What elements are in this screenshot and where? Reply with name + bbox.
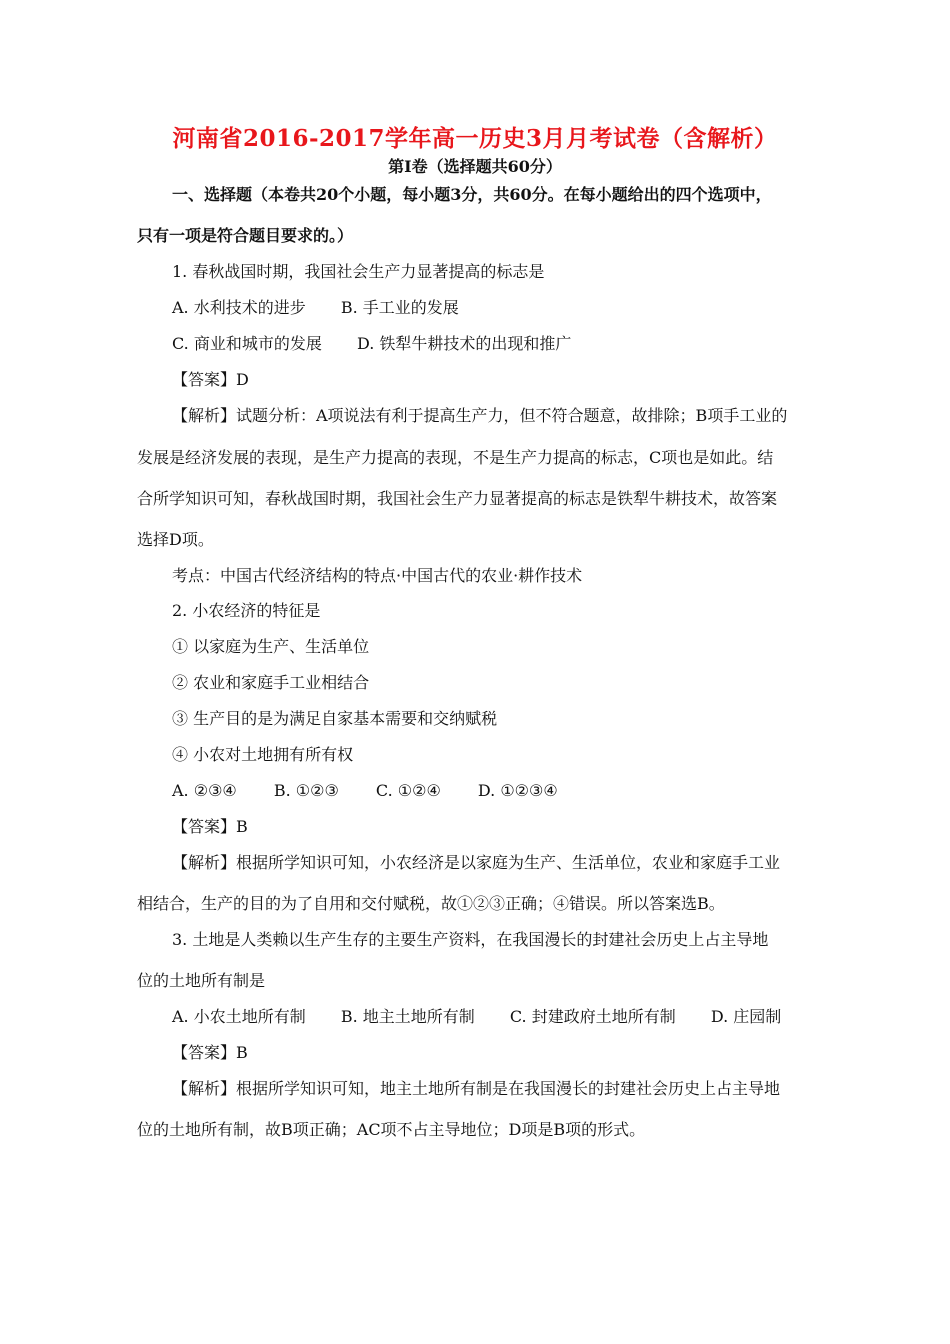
document-title: 河南省2016-2017学年高一历史3月月考试卷（含解析） (172, 125, 778, 152)
q1-kaodian: 考点：中国古代经济结构的特点·中国古代的农业·耕作技术 (172, 566, 583, 585)
section-instruction-line-1: 一、选择题（本卷共20个小题，每小题3分，共60分。在每小题给出的四个选项中， (172, 185, 772, 204)
document-subtitle: 第Ⅰ卷（选择题共60分） (388, 157, 562, 176)
q3-options-row (172, 1007, 781, 1027)
q3-analysis-line-1: 【解析】根据所学知识可知，地主土地所有制是在我国漫长的封建社会历史上占主导地 (172, 1079, 781, 1098)
q1-option-b: B. 手工业的发展 (340, 298, 459, 317)
q1-options-row-2 (172, 334, 571, 354)
q2-options-row (172, 781, 558, 801)
q2-analysis-line-1: 【解析】根据所学知识可知，小农经济是以家庭为生产、生活单位，农业和家庭手工业 (172, 853, 781, 872)
q2-item-4: ④ 小农对土地拥有所有权 (172, 745, 354, 764)
q1-analysis-line-1: 【解析】试题分析：A项说法有利于提高生产力，但不符合题意，故排除；B项手工业的 (172, 406, 788, 425)
q2-option-b: B. ①②③ (273, 781, 339, 800)
q2-answer: 【答案】B (172, 817, 248, 836)
q1-stem: 1. 春秋战国时期，我国社会生产力显著提高的标志是 (172, 262, 545, 281)
q3-stem-line-1: 3. 土地是人类赖以生产生存的主要生产资料，在我国漫长的封建社会历史上占主导地 (172, 930, 769, 949)
q1-answer: 【答案】D (172, 370, 249, 389)
q3-answer: 【答案】B (172, 1043, 248, 1062)
q1-analysis-line-4: 选择D项。 (137, 530, 214, 549)
q3-option-d: D. 庄园制 (710, 1007, 782, 1026)
q2-option-d: D. ①②③④ (477, 781, 558, 800)
q1-analysis-line-2: 发展是经济发展的表现，是生产力提高的表现，不是生产力提高的标志，C项也是如此。结 (137, 448, 774, 467)
q2-stem: 2. 小农经济的特征是 (172, 601, 321, 620)
q3-option-a: A. 小农土地所有制 (172, 1007, 306, 1026)
q1-analysis-line-3: 合所学知识可知，春秋战国时期，我国社会生产力显著提高的标志是铁犁牛耕技术，故答案 (137, 489, 778, 508)
q3-analysis-line-2: 位的土地所有制，故B项正确；AC项不占主导地位；D项是B项的形式。 (137, 1120, 646, 1139)
q1-option-a: A. 水利技术的进步 (172, 298, 306, 317)
q1-options-row-1 (172, 298, 459, 318)
q3-option-b: B. 地主土地所有制 (340, 1007, 475, 1026)
q2-option-a: A. ②③④ (172, 781, 237, 800)
q2-analysis-line-2: 相结合，生产的目的为了自用和交付赋税，故①②③正确；④错误。所以答案选B。 (137, 894, 725, 913)
q2-item-3: ③ 生产目的是为满足自家基本需要和交纳赋税 (172, 709, 498, 728)
q2-option-c: C. ①②④ (375, 781, 441, 800)
q2-item-1: ① 以家庭为生产、生活单位 (172, 637, 370, 656)
q1-option-d: D. 铁犁牛耕技术的出现和推广 (356, 334, 572, 353)
q2-item-2: ② 农业和家庭手工业相结合 (172, 673, 370, 692)
q1-option-c: C. 商业和城市的发展 (172, 334, 322, 353)
q3-option-c: C. 封建政府土地所有制 (509, 1007, 676, 1026)
section-instruction-line-2: 只有一项是符合题目要求的。） (137, 226, 354, 245)
q3-stem-line-2: 位的土地所有制是 (137, 971, 266, 990)
